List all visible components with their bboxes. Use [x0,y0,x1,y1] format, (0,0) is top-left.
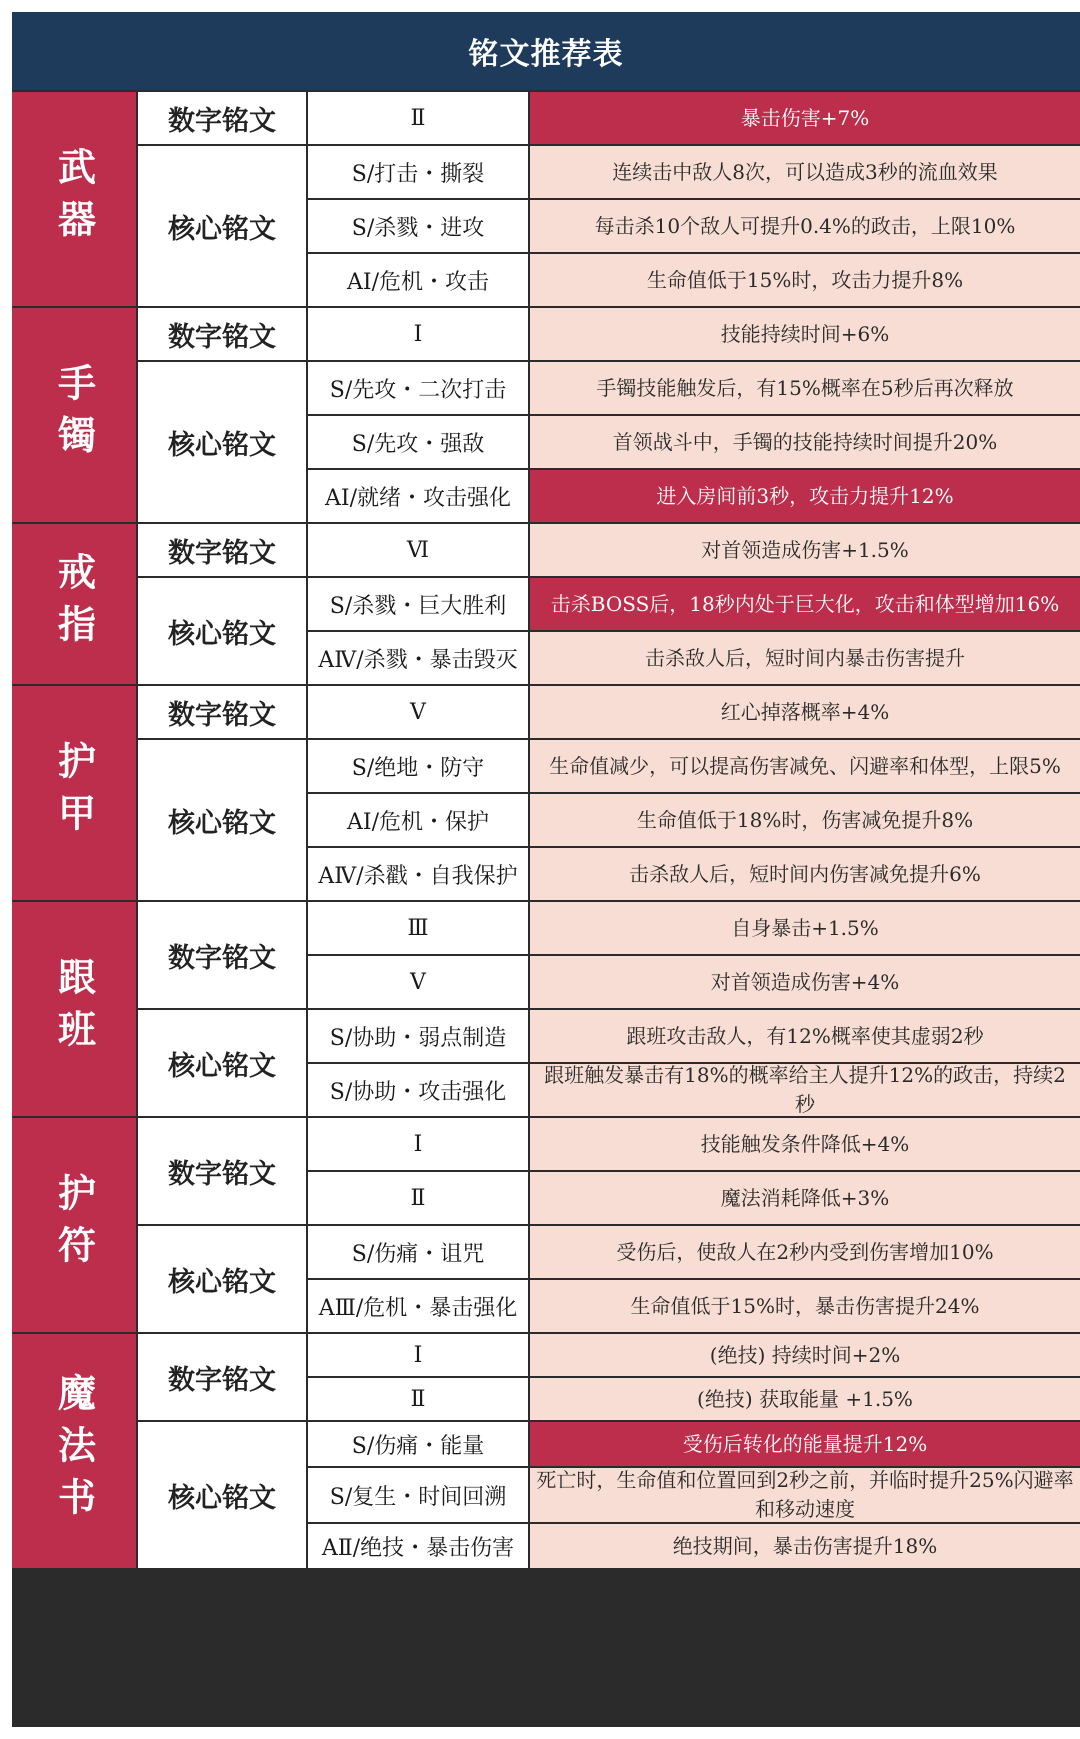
rune-effect: 击杀敌人后，短时间内暴击伤害提升 [530,632,1080,684]
rune-name: AⅠ/危机・攻击 [308,254,528,306]
rune-name: S/协助・攻击强化 [308,1064,528,1116]
rune-name: AⅠ/就绪・攻击强化 [308,470,528,522]
rune-type-label: 数字铭文 [138,902,306,1008]
rune-type-label: 核心铭文 [138,362,306,522]
rune-effect: 受伤后，使敌人在2秒内受到伤害增加10% [530,1226,1080,1278]
page-title: 铭文推荐表 [12,12,1080,90]
rune-effect: 对首领造成伤害+1.5% [530,524,1080,576]
rune-type-label: 核心铭文 [138,740,306,900]
rune-name: Ⅰ [308,1118,528,1170]
rune-name: AⅠ/危机・保护 [308,794,528,846]
rune-effect: 受伤后转化的能量提升12% [530,1422,1080,1466]
rune-name: Ⅱ [308,1172,528,1224]
rune-type-label: 核心铭文 [138,1226,306,1332]
rune-name: Ⅱ [308,1378,528,1420]
rune-name: AⅢ/危机・暴击强化 [308,1280,528,1332]
rune-effect: 生命值低于18%时，伤害减免提升8% [530,794,1080,846]
rune-effect: 击杀BOSS后，18秒内处于巨大化，攻击和体型增加16% [530,578,1080,630]
rune-name: Ⅲ [308,902,528,954]
rune-effect: 对首领造成伤害+4% [530,956,1080,1008]
category-label: 护符 [12,1118,136,1332]
rune-effect: 死亡时，生命值和位置回到2秒之前，并临时提升25%闪避率和移动速度 [530,1468,1080,1522]
rune-effect: 生命值减少，可以提高伤害减免、闪避率和体型，上限5% [530,740,1080,792]
rune-name: Ⅴ [308,686,528,738]
rune-effect: 红心掉落概率+4% [530,686,1080,738]
rune-name: S/绝地・防守 [308,740,528,792]
rune-effect: 绝技期间，暴击伤害提升18% [530,1524,1080,1568]
rune-effect: 魔法消耗降低+3% [530,1172,1080,1224]
rune-effect: 自身暴击+1.5% [530,902,1080,954]
rune-type-label: 核心铭文 [138,146,306,306]
rune-name: Ⅰ [308,308,528,360]
rune-effect: 手镯技能触发后，有15%概率在5秒后再次释放 [530,362,1080,414]
rune-name: S/打击・撕裂 [308,146,528,198]
rune-type-label: 核心铭文 [138,1010,306,1116]
rune-name: AⅣ/杀戮・暴击毁灭 [308,632,528,684]
rune-name: S/伤痛・诅咒 [308,1226,528,1278]
rune-effect: 跟班攻击敌人，有12%概率使其虚弱2秒 [530,1010,1080,1062]
rune-name: S/先攻・强敌 [308,416,528,468]
rune-type-label: 数字铭文 [138,1334,306,1420]
rune-effect: 技能触发条件降低+4% [530,1118,1080,1170]
rune-type-label: 数字铭文 [138,308,306,360]
rune-name: S/杀戮・巨大胜利 [308,578,528,630]
rune-type-label: 核心铭文 [138,1422,306,1568]
rune-name: Ⅵ [308,524,528,576]
rune-effect: 击杀敌人后，短时间内伤害减免提升6% [530,848,1080,900]
rune-type-label: 数字铭文 [138,92,306,144]
rune-name: AⅡ/绝技・暴击伤害 [308,1524,528,1568]
category-label: 武器 [12,92,136,306]
category-label: 护甲 [12,686,136,900]
rune-type-label: 数字铭文 [138,524,306,576]
rune-name: S/伤痛・能量 [308,1422,528,1466]
category-label: 戒指 [12,524,136,684]
rune-effect: 每击杀10个敌人可提升0.4%的政击，上限10% [530,200,1080,252]
rune-effect: 生命值低于15%时，攻击力提升8% [530,254,1080,306]
rune-effect: 跟班触发暴击有18%的概率给主人提升12%的政击，持续2秒 [530,1064,1080,1116]
rune-effect: 暴击伤害+7% [530,92,1080,144]
rune-name: S/复生・时间回溯 [308,1468,528,1522]
rune-name: Ⅰ [308,1334,528,1376]
rune-name: Ⅱ [308,92,528,144]
rune-table [12,12,1080,1727]
rune-name: S/协助・弱点制造 [308,1010,528,1062]
rune-effect: 进入房间前3秒，攻击力提升12% [530,470,1080,522]
rune-effect: (绝技) 获取能量 +1.5% [530,1378,1080,1420]
rune-type-label: 核心铭文 [138,578,306,684]
rune-name: AⅣ/杀戳・自我保护 [308,848,528,900]
category-label: 手镯 [12,308,136,522]
rune-effect: (绝技) 持续时间+2% [530,1334,1080,1376]
rune-effect: 技能持续时间+6% [530,308,1080,360]
rune-name: Ⅴ [308,956,528,1008]
rune-effect: 连续击中敌人8次，可以造成3秒的流血效果 [530,146,1080,198]
category-label: 魔法书 [12,1334,136,1568]
rune-effect: 首领战斗中，手镯的技能持续时间提升20% [530,416,1080,468]
rune-name: S/先攻・二次打击 [308,362,528,414]
rune-type-label: 数字铭文 [138,1118,306,1224]
rune-name: S/杀戮・进攻 [308,200,528,252]
rune-effect: 生命值低于15%时，暴击伤害提升24% [530,1280,1080,1332]
rune-type-label: 数字铭文 [138,686,306,738]
category-label: 跟班 [12,902,136,1116]
